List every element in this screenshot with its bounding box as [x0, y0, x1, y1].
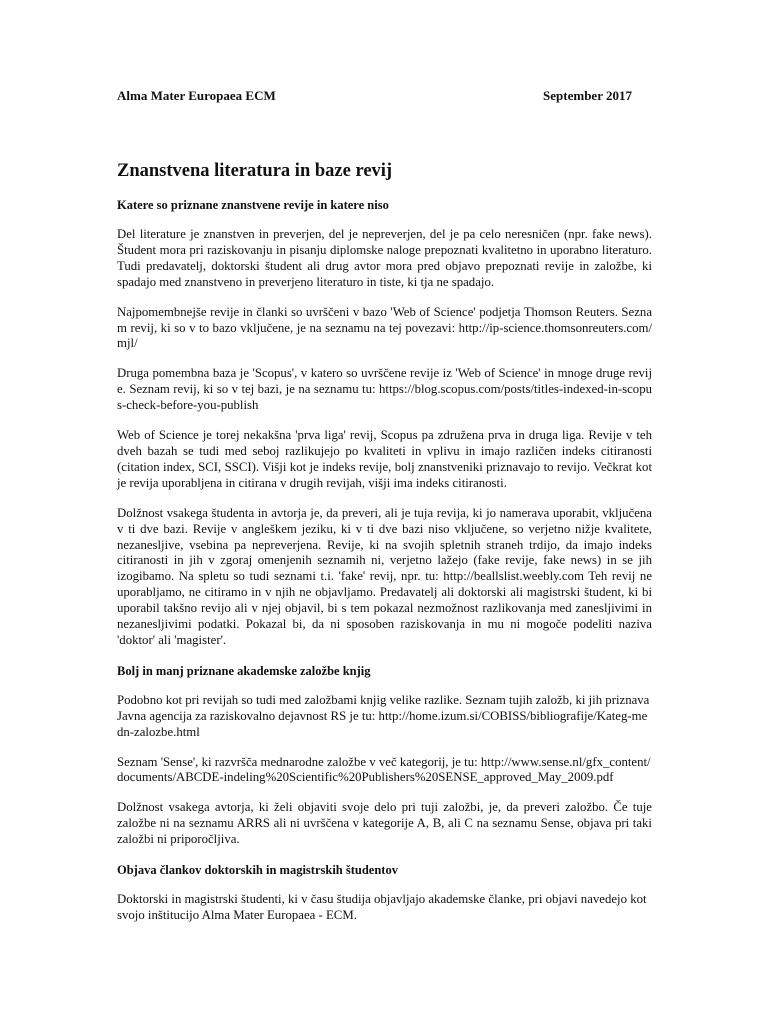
paragraph-student-duty: Dolžnost vsakega študenta in avtorja je, da preveri, ali je tuja revija, ki jo namerava uporabit, vključena v ti dve bazi. Revije v angleškem jeziku, ki v ti dve bazi niso vključene, so verjetno nižje kvalitete, nezanesljive, vsebina pa nepreverjena. Revije, ki na svojih spletnih straneh trdijo, da imajo indeks citiranosti in jih v zgoraj omenjenih seznamih ni, verjetno lažejo (fake revije, fake news) in se jih izogibamo. Na spletu so tudi seznami t.i. 'fake' revij, npr. tu: http://beallslist.weebly.com Teh revij ne uporabljamo, ne citiramo in v njih ne objavljamo. Predavatelj ali doktorski ali magistrski študent, ki bi uporabil takšno revijo ali v njej objavil, bi s tem pokazal nezmožnost razlikovanja med zanesljivimi in nezanesljivimi podatki. Pokazal bi, da ni sposoben raziskovanja in mu ni mogoče podeliti naziva 'doktor' ali 'magister'.	[117, 505, 652, 647]
page-header	[117, 88, 632, 104]
section-heading-journals: Katere so priznane znanstvene revije in katere niso	[117, 198, 389, 212]
paragraph-author-duty: Dolžnost vsakega avtorja, ki želi objaviti svoje delo pri tuji založbi, je, da preveri založbo. Če tuje založbe ni na seznamu ARRS ali ni uvrščena v kategorije A, B, ali C na seznamu Sense, objava pri taki založbi ni priporočljiva.	[117, 800, 652, 847]
section-heading-publishers: Bolj in manj priznane akademske založbe knjig	[117, 663, 371, 678]
paragraph-publishers-arrs: Podobno kot pri revijah so tudi med založbami knjig velike razlike. Seznam tujih založb, ki jih priznava Javna agencija za raziskovalno dejavnost RS je tu: http://home.izum.si/COBISS/bibliografije/Kateg-medn-zalozbe.html	[117, 692, 650, 739]
paragraph-scopus: Druga pomembna baza je 'Scopus', v katero so uvrščene revije iz 'Web of Science' in mnoge druge revije. Seznam revij, ki so v tej bazi, je na seznamu tu: https://blog.scopus.com/posts/titles-indexed-in-scopus-check-before-you-publish	[117, 366, 652, 413]
document-body	[117, 160, 652, 938]
paragraph-literature-intro: Del literature je znanstven in preverjen, del je nepreverjen, del je pa celo neresničen (npr. fake news). Študent mora pri raziskovanju in pisanju diplomske naloge prepoznati kvalitetno in uporabno literaturo. Tudi predavatelj, doktorski študent ali drug avtor mora pred objavo prepoznati revije in založbe, ki spadajo med znanstveno in preverjeno literaturo in tiste, ki tja ne spadajo.	[117, 227, 652, 289]
paragraph-sense-list: Seznam 'Sense', ki razvršča mednarodne založbe v več kategorij, je tu: http://www.sense.nl/gfx_content/documents/ABCDE-indeling%20Scientific%20Publishers%20SENSE_approved_May_2009.pdf	[117, 754, 651, 785]
paragraph-institution: Doktorski in magistrski študenti, ki v času študija objavljajo akademske članke, pri objavi navedejo kot svojo inštitucijo Alma Mater Europaea - ECM.	[117, 892, 647, 922]
header-date: September 2017	[543, 88, 632, 103]
section-heading-student-articles: Objava člankov doktorskih in magistrskih študentov	[117, 863, 398, 878]
paragraph-web-of-science: Najpomembnejše revije in članki so uvrščeni v bazo 'Web of Science' podjetja Thomson Reuters. Seznam revij, ki so v to bazo vključene, je na seznamu na tej povezavi: http://ip-science.thomsonreuters.com/mjl/	[117, 304, 652, 351]
document-title: Znanstvena literatura in baze revij	[117, 161, 393, 181]
paragraph-citation-index: Web of Science je torej nekakšna 'prva liga' revij, Scopus pa združena prva in druga liga. Revije v teh dveh bazah se tudi med seboj razlikujejo po kvaliteti in vplivu in imajo različen indeks citiranosti (citation index, SCI, SSCI). Višji kot je indeks revije, bolj znanstveniki priznavajo to revijo. Večkrat kot je revija uporabljena in citirana v drugih revijah, višji ima indeks citiranosti.	[117, 428, 652, 490]
header-organization: Alma Mater Europaea ECM	[117, 88, 276, 103]
